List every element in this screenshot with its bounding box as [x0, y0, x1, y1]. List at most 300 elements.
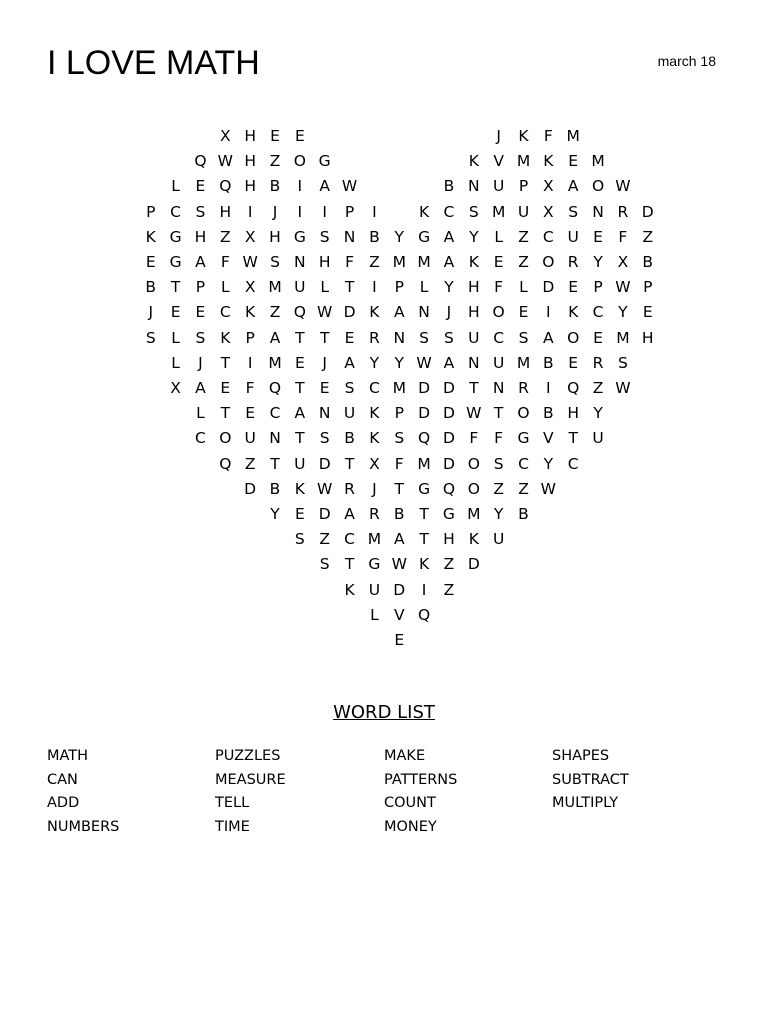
grid-letter: G — [418, 227, 431, 246]
grid-letter: N — [592, 202, 604, 221]
grid-letter: W — [416, 353, 432, 372]
grid-letter: Y — [469, 227, 479, 246]
grid-letter: G — [293, 227, 306, 246]
grid-letter: U — [517, 202, 530, 221]
grid-letter: F — [220, 253, 230, 271]
grid-letter: C — [170, 202, 181, 221]
grid-letter: Q — [268, 379, 282, 397]
grid-letter: K — [245, 303, 256, 322]
grid-letter: R — [518, 379, 529, 397]
word-list-item: COUNT — [384, 795, 436, 811]
grid-letter: E — [593, 227, 603, 246]
grid-letter: S — [270, 253, 280, 271]
grid-letter: Y — [493, 505, 504, 523]
grid-letter: P — [245, 328, 255, 347]
grid-letter: D — [442, 379, 455, 397]
grid-letter: Z — [518, 227, 529, 246]
word-list-heading: WORD LIST — [333, 702, 435, 723]
grid-letter: T — [170, 278, 181, 297]
grid-letter: Z — [443, 555, 455, 574]
grid-letter: B — [269, 177, 281, 196]
word-list-item: PATTERNS — [384, 772, 458, 788]
word-list-item: PUZZLES — [215, 748, 281, 764]
grid-letter: E — [170, 303, 181, 322]
grid-letter: I — [372, 202, 377, 221]
grid-letter: A — [393, 303, 405, 322]
grid-letter: G — [442, 505, 455, 523]
grid-letter: J — [372, 479, 377, 498]
grid-letter: B — [642, 253, 654, 271]
grid-letter: A — [344, 353, 355, 372]
grid-letter: J — [198, 353, 203, 372]
grid-letter: Y — [270, 505, 280, 523]
grid-letter: Z — [219, 227, 231, 246]
grid-letter: C — [493, 328, 505, 347]
grid-letter: W — [615, 177, 631, 196]
grid-letter: T — [344, 278, 355, 297]
grid-letter: L — [370, 605, 379, 624]
grid-letter: O — [542, 253, 555, 271]
grid-letter: X — [219, 127, 231, 145]
grid-letter: Y — [394, 353, 404, 372]
grid-letter: K — [145, 227, 156, 246]
grid-letter: W — [540, 479, 556, 498]
word-list-item: MAKE — [384, 748, 426, 764]
grid-letter: J — [148, 303, 154, 322]
grid-letter: B — [344, 429, 355, 448]
grid-letter: Z — [493, 479, 504, 498]
grid-letter: D — [418, 404, 431, 423]
grid-letter: I — [546, 303, 551, 322]
page-title: I LOVE MATH — [47, 44, 260, 82]
grid-letter: I — [247, 353, 253, 372]
grid-letter: X — [244, 278, 256, 297]
grid-letter: T — [394, 479, 404, 498]
grid-letter: A — [319, 177, 330, 196]
grid-letter: D — [318, 505, 331, 523]
grid-letter: S — [294, 530, 305, 549]
grid-letter: D — [542, 278, 555, 297]
grid-letter: Y — [618, 303, 628, 322]
grid-letter: T — [270, 454, 280, 473]
grid-letter: D — [442, 404, 455, 423]
grid-letter: X — [543, 202, 554, 221]
grid-letter: K — [568, 303, 579, 322]
grid-letter: U — [492, 353, 505, 372]
grid-letter: D — [467, 555, 480, 574]
grid-letter: S — [444, 328, 454, 347]
grid-letter: O — [467, 479, 480, 498]
grid-letter: F — [245, 379, 255, 397]
grid-letter: C — [592, 303, 604, 322]
grid-letter: M — [516, 353, 531, 372]
grid-letter: B — [518, 505, 529, 523]
grid-letter: M — [491, 202, 506, 221]
grid-letter: S — [145, 328, 156, 347]
grid-letter: E — [270, 127, 280, 145]
grid-letter: B — [443, 177, 455, 196]
grid-letter: U — [592, 429, 604, 448]
grid-letter: Q — [219, 177, 232, 196]
grid-letter: L — [320, 278, 329, 297]
grid-letter: E — [195, 177, 206, 196]
grid-letter: J — [272, 202, 278, 221]
grid-letter: U — [343, 404, 356, 423]
grid-letter: C — [443, 202, 455, 221]
word-list-item: MEASURE — [215, 772, 286, 788]
grid-letter: A — [443, 253, 455, 271]
grid-letter: M — [367, 530, 382, 549]
grid-letter: X — [617, 253, 629, 271]
grid-letter: A — [294, 404, 306, 423]
grid-letter: T — [220, 404, 231, 423]
grid-letter: Z — [269, 303, 281, 322]
word-list-item: TELL — [215, 795, 250, 811]
grid-letter: K — [468, 530, 479, 549]
grid-letter: U — [244, 429, 256, 448]
grid-letter: K — [294, 479, 305, 498]
grid-letter: A — [393, 530, 405, 549]
grid-letter: P — [344, 202, 355, 221]
grid-letter: M — [268, 278, 282, 297]
word-search-grid — [0, 124, 768, 654]
grid-letter: S — [419, 328, 430, 347]
grid-letter: L — [494, 227, 503, 246]
grid-letter: Y — [543, 454, 554, 473]
grid-letter: H — [244, 127, 256, 145]
grid-letter: W — [317, 303, 333, 322]
grid-letter: P — [146, 202, 156, 221]
grid-letter: H — [194, 227, 207, 246]
grid-letter: F — [618, 227, 628, 246]
grid-letter: R — [567, 253, 579, 271]
grid-letter: A — [567, 177, 579, 196]
grid-letter: W — [317, 479, 333, 498]
grid-letter: P — [518, 177, 529, 196]
grid-letter: H — [244, 152, 256, 171]
grid-letter: U — [492, 177, 505, 196]
word-list-item: SUBTRACT — [552, 772, 629, 788]
grid-letter: E — [294, 353, 305, 372]
grid-letter: T — [419, 530, 429, 549]
grid-letter: M — [591, 152, 605, 171]
grid-letter: B — [543, 353, 554, 372]
grid-letter: C — [344, 530, 355, 549]
grid-letter: E — [294, 127, 305, 145]
grid-letter: L — [171, 328, 180, 347]
grid-letter: X — [244, 227, 256, 246]
grid-letter: Q — [567, 379, 580, 397]
grid-letter: M — [417, 253, 431, 271]
grid-letter: U — [567, 227, 579, 246]
grid-letter: W — [242, 253, 258, 271]
grid-letter: Y — [593, 404, 603, 423]
grid-letter: S — [195, 202, 206, 221]
grid-letter: M — [392, 379, 406, 397]
grid-letter: Q — [417, 429, 431, 448]
grid-letter: Y — [369, 353, 380, 372]
grid-letter: I — [297, 202, 303, 221]
grid-letter: O — [492, 303, 505, 322]
grid-letter: F — [345, 253, 354, 271]
word-list-item: MATH — [47, 748, 89, 764]
grid-letter: D — [244, 479, 257, 498]
grid-letter: S — [617, 353, 628, 372]
grid-letter: T — [493, 404, 504, 423]
grid-letter: I — [546, 379, 551, 397]
grid-letter: H — [443, 530, 455, 549]
grid-letter: M — [616, 328, 630, 347]
grid-letter: O — [591, 177, 605, 196]
grid-letter: C — [518, 454, 529, 473]
grid-letter: L — [171, 353, 180, 372]
grid-letter: A — [443, 353, 455, 372]
grid-letter: O — [293, 152, 306, 171]
grid-letter: E — [145, 253, 156, 271]
grid-letter: J — [446, 303, 452, 322]
grid-letter: D — [418, 379, 431, 397]
grid-letter: B — [269, 479, 281, 498]
grid-letter: Y — [593, 253, 603, 271]
grid-letter: B — [145, 278, 157, 297]
grid-letter: D — [343, 303, 356, 322]
grid-letter: P — [593, 278, 603, 297]
grid-letter: B — [543, 404, 554, 423]
grid-letter: E — [319, 379, 330, 397]
grid-letter: K — [344, 580, 355, 599]
grid-letter: T — [295, 429, 305, 448]
grid-letter: Z — [642, 227, 654, 246]
grid-letter: Q — [442, 479, 456, 498]
grid-letter: D — [442, 454, 455, 473]
grid-letter: P — [394, 278, 404, 297]
grid-letter: G — [318, 152, 331, 171]
word-list-item: ADD — [47, 795, 80, 811]
grid-letter: J — [322, 353, 327, 372]
grid-letter: M — [566, 127, 580, 145]
grid-letter: S — [344, 379, 355, 397]
grid-letter: M — [467, 505, 481, 523]
word-list-item: SHAPES — [552, 748, 610, 764]
grid-letter: T — [568, 429, 578, 448]
grid-letter: K — [369, 303, 380, 322]
grid-letter: R — [592, 353, 604, 372]
grid-letter: Z — [518, 253, 529, 271]
grid-letter: T — [220, 353, 231, 372]
grid-letter: A — [269, 328, 281, 347]
grid-letter: T — [344, 454, 355, 473]
word-list-item: MULTIPLY — [552, 795, 619, 811]
grid-letter: E — [195, 303, 206, 322]
date-label: march 18 — [657, 53, 716, 69]
grid-letter: W — [341, 177, 358, 196]
grid-letter: L — [196, 404, 205, 423]
grid-letter: I — [247, 202, 253, 221]
grid-letter: K — [369, 404, 380, 423]
grid-letter: M — [268, 353, 282, 372]
grid-letter: W — [615, 278, 631, 297]
grid-letter: V — [543, 429, 554, 448]
grid-letter: E — [493, 253, 504, 271]
grid-letter: X — [369, 454, 380, 473]
grid-letter: E — [294, 505, 305, 523]
grid-letter: U — [294, 278, 306, 297]
grid-letter: I — [421, 580, 427, 599]
grid-letter: H — [219, 202, 232, 221]
grid-letter: E — [568, 278, 579, 297]
grid-letter: Z — [369, 253, 380, 271]
grid-letter: T — [419, 505, 429, 523]
grid-letter: S — [394, 429, 405, 448]
grid-letter: N — [343, 227, 356, 246]
grid-letter: V — [493, 152, 504, 171]
grid-letter: L — [171, 177, 180, 196]
grid-letter: W — [391, 555, 407, 574]
grid-letter: E — [518, 303, 529, 322]
grid-letter: R — [344, 479, 355, 498]
grid-letter: C — [219, 303, 231, 322]
grid-letter: J — [496, 127, 501, 145]
grid-letter: O — [467, 454, 480, 473]
grid-letter: D — [641, 202, 654, 221]
grid-letter: U — [368, 580, 381, 599]
grid-letter: G — [169, 227, 182, 246]
grid-letter: C — [542, 227, 554, 246]
grid-letter: T — [319, 328, 330, 347]
grid-letter: R — [369, 328, 380, 347]
grid-letter: A — [195, 253, 206, 271]
grid-letter: T — [295, 379, 305, 397]
grid-letter: Y — [444, 278, 454, 297]
grid-letter: M — [392, 253, 406, 271]
grid-letter: L — [220, 278, 230, 297]
grid-letter: H — [244, 177, 256, 196]
grid-letter: F — [494, 278, 504, 297]
grid-letter: K — [468, 152, 479, 171]
grid-letter: L — [419, 278, 429, 297]
grid-letter: G — [418, 479, 431, 498]
grid-letter: U — [468, 328, 480, 347]
grid-letter: M — [417, 454, 431, 473]
grid-letter: W — [615, 379, 631, 397]
grid-letter: Z — [244, 454, 256, 473]
grid-letter: N — [492, 379, 505, 397]
grid-letter: C — [368, 379, 380, 397]
grid-letter: I — [322, 202, 327, 221]
grid-letter: D — [318, 454, 331, 473]
grid-letter: P — [195, 278, 206, 297]
grid-letter: C — [195, 429, 206, 448]
grid-letter: Q — [194, 152, 207, 171]
grid-letter: H — [467, 303, 480, 322]
grid-letter: K — [369, 429, 380, 448]
grid-letter: S — [568, 202, 579, 221]
grid-letter: S — [319, 555, 330, 574]
grid-letter: Z — [269, 152, 281, 171]
grid-letter: G — [368, 555, 381, 574]
grid-letter: I — [372, 278, 377, 297]
grid-letter: U — [492, 530, 505, 549]
grid-letter: A — [443, 227, 455, 246]
grid-letter: N — [269, 429, 281, 448]
grid-letter: S — [319, 429, 330, 448]
grid-letter: F — [543, 127, 553, 145]
grid-letter: P — [643, 278, 653, 297]
grid-letter: H — [269, 227, 281, 246]
grid-letter: W — [466, 404, 482, 423]
grid-letter: Z — [319, 530, 330, 549]
grid-letter: G — [517, 429, 530, 448]
grid-letter: O — [567, 328, 580, 347]
grid-letter: N — [393, 328, 406, 347]
grid-letter: P — [394, 404, 404, 423]
grid-letter: Q — [293, 303, 306, 322]
grid-letter: E — [642, 303, 653, 322]
grid-letter: H — [641, 328, 654, 347]
grid-letter: Y — [394, 227, 404, 246]
grid-letter: C — [269, 404, 281, 423]
grid-letter: L — [519, 278, 528, 297]
grid-letter: S — [518, 328, 529, 347]
grid-letter: H — [567, 404, 580, 423]
grid-letter: A — [344, 505, 355, 523]
grid-letter: D — [393, 580, 406, 599]
grid-letter: N — [467, 177, 480, 196]
grid-letter: A — [543, 328, 554, 347]
grid-letter: K — [220, 328, 231, 347]
grid-letter: O — [517, 404, 530, 423]
grid-letter: N — [418, 303, 430, 322]
grid-letter: W — [217, 152, 233, 171]
grid-letter: B — [393, 505, 405, 523]
grid-letter: X — [543, 177, 554, 196]
grid-letter: C — [567, 454, 579, 473]
grid-letter: N — [467, 353, 480, 372]
grid-letter: Q — [219, 454, 232, 473]
grid-letter: U — [294, 454, 306, 473]
word-list-item: MONEY — [384, 819, 437, 835]
grid-letter: M — [516, 152, 531, 171]
grid-letter: I — [297, 177, 303, 196]
grid-letter: N — [294, 253, 306, 271]
grid-letter: S — [319, 227, 330, 246]
grid-letter: D — [442, 429, 455, 448]
grid-letter: S — [195, 328, 206, 347]
grid-letter: R — [617, 202, 629, 221]
grid-letter: E — [568, 353, 579, 372]
grid-letter: E — [568, 152, 579, 171]
grid-letter: K — [419, 555, 430, 574]
grid-letter: E — [394, 631, 405, 649]
grid-letter: O — [219, 429, 232, 448]
grid-letter: T — [344, 555, 355, 574]
grid-letter: H — [467, 278, 480, 297]
word-list-item: CAN — [47, 772, 78, 788]
grid-letter: Z — [443, 580, 455, 599]
grid-letter: F — [494, 429, 504, 448]
grid-letter: G — [169, 253, 182, 271]
grid-letter: V — [393, 605, 405, 624]
grid-letter: K — [468, 253, 479, 271]
grid-letter: Z — [518, 479, 529, 498]
grid-letter: R — [369, 505, 380, 523]
grid-letter: A — [195, 379, 206, 397]
grid-letter: K — [419, 202, 430, 221]
grid-letter: E — [593, 328, 603, 347]
word-list-item: TIME — [215, 819, 250, 835]
grid-letter: B — [369, 227, 380, 246]
grid-letter: K — [543, 152, 554, 171]
